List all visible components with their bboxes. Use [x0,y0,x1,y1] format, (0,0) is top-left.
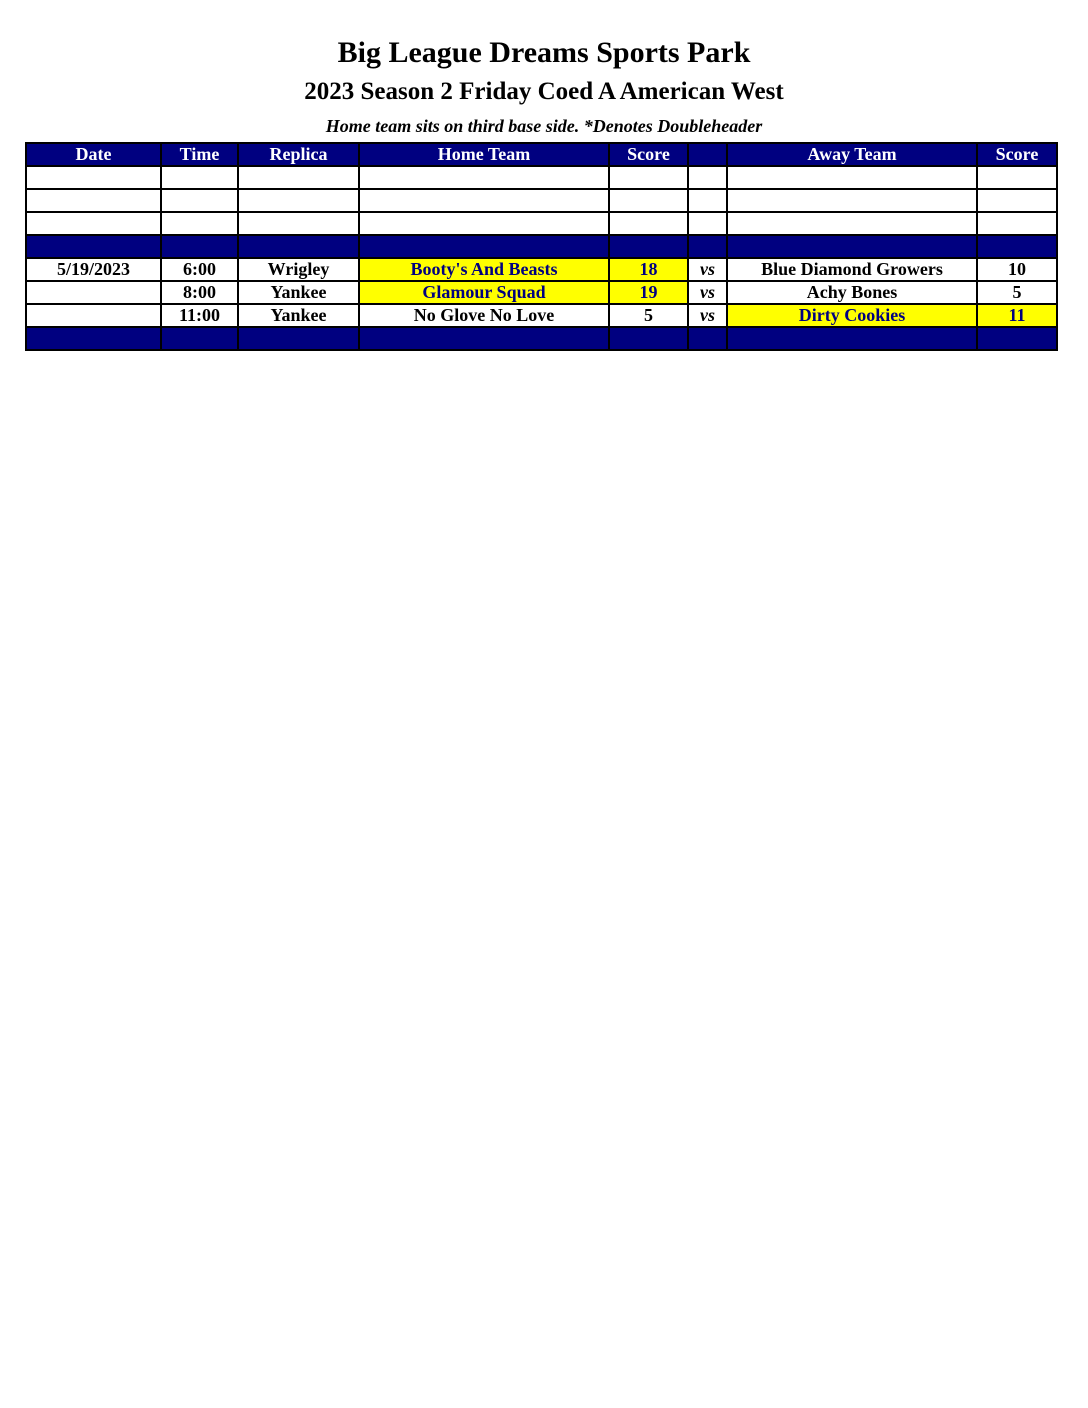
game-time: 8:00 [161,281,238,304]
vs-label: vs [688,304,727,327]
empty-row [26,166,1057,189]
game-date [26,281,161,304]
header-away-team: Away Team [727,143,977,166]
home-team-winner: Booty's And Beasts [359,258,609,281]
game-row [26,281,1057,304]
away-team: Blue Diamond Growers [727,258,977,281]
vs-label: vs [688,258,727,281]
game-time: 11:00 [161,304,238,327]
vs-label: vs [688,281,727,304]
game-replica: Yankee [238,281,359,304]
away-score: 10 [977,258,1057,281]
home-team-winner: Glamour Squad [359,281,609,304]
away-score-winner: 11 [977,304,1057,327]
separator-row [26,235,1057,258]
header-time: Time [161,143,238,166]
home-score: 5 [609,304,688,327]
game-replica: Yankee [238,304,359,327]
header-row [26,143,1057,166]
header-vs [688,143,727,166]
game-row [26,258,1057,281]
header-away-score: Score [977,143,1057,166]
empty-row [26,189,1057,212]
game-row [26,304,1057,327]
home-score-winner: 19 [609,281,688,304]
page-title: Big League Dreams Sports Park [337,36,751,69]
away-score: 5 [977,281,1057,304]
home-team: No Glove No Love [359,304,609,327]
schedule-note: Home team sits on third base side. *Denotes Doubleheader [325,116,763,136]
game-date [26,304,161,327]
page-subtitle: 2023 Season 2 Friday Coed A American West [304,78,784,105]
header-replica: Replica [238,143,359,166]
home-score-winner: 18 [609,258,688,281]
away-team-winner: Dirty Cookies [727,304,977,327]
game-replica: Wrigley [238,258,359,281]
game-time: 6:00 [161,258,238,281]
away-team: Achy Bones [727,281,977,304]
schedule-table [25,142,1058,351]
game-date: 5/19/2023 [26,258,161,281]
header-date: Date [26,143,161,166]
header-home-team: Home Team [359,143,609,166]
header-home-score: Score [609,143,688,166]
empty-row [26,212,1057,235]
footer-row [26,327,1057,350]
